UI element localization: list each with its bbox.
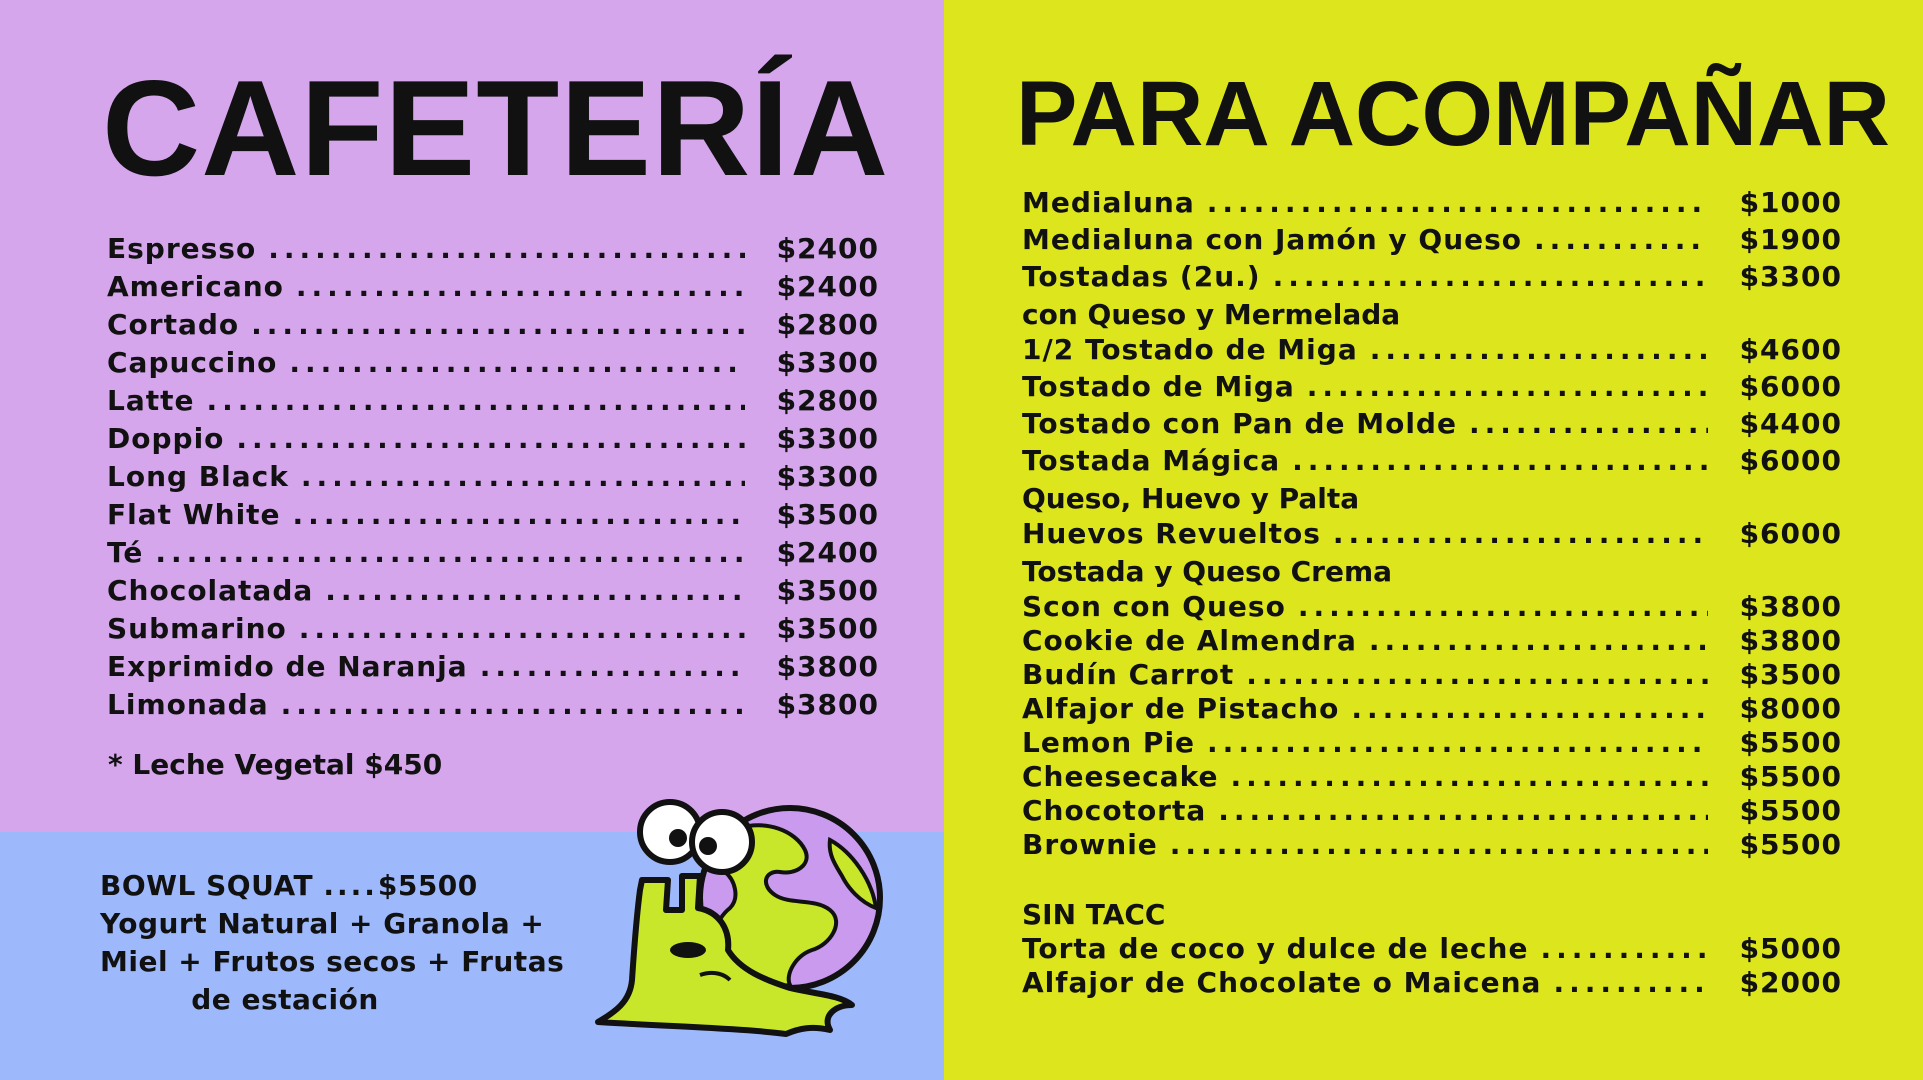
menu-item (107, 536, 879, 574)
menu-item (107, 612, 879, 650)
dot-leader (1230, 760, 1708, 793)
cafeteria-title: CAFETERÍA (102, 52, 890, 204)
dot-leader (1540, 932, 1708, 965)
bowl-squat-offer (100, 867, 565, 1019)
item-price: $3800 (1739, 590, 1842, 623)
item-name: Exprimido de Naranja (107, 650, 468, 683)
sin-tacc-menu-list (1022, 932, 1842, 1000)
item-price: $2800 (776, 384, 879, 417)
cafeteria-menu-list (107, 232, 879, 726)
acompanar-menu-list (1022, 186, 1842, 862)
bowl-title-line (100, 867, 478, 905)
item-price: $5500 (1739, 760, 1842, 793)
item-name: Latte (107, 384, 195, 417)
dot-leader (325, 574, 745, 607)
item-name: Americano (107, 270, 284, 303)
menu-item (107, 650, 879, 688)
dot-leader (1351, 692, 1708, 725)
bowl-name: BOWL SQUAT (100, 869, 314, 902)
menu-item (1022, 624, 1842, 658)
item-name: Lemon Pie (1022, 726, 1196, 759)
dot-leader (480, 650, 745, 683)
item-name: Torta de coco y dulce de leche (1022, 932, 1529, 965)
menu-item (107, 232, 879, 270)
menu-item (107, 422, 879, 460)
item-name: Alfajor de Pistacho (1022, 692, 1340, 725)
dot-leader (1298, 590, 1708, 623)
item-name: Cortado (107, 308, 240, 341)
item-price: $5000 (1739, 932, 1842, 965)
dot-leader (1333, 517, 1708, 550)
item-price: $3300 (1739, 260, 1842, 293)
dot-leader (1370, 333, 1708, 366)
menu-item (1022, 260, 1842, 297)
dot-leader (1534, 223, 1708, 256)
item-name: Tostada Mágica (1022, 444, 1281, 477)
menu-item (1022, 760, 1842, 794)
dot-leader (1307, 370, 1708, 403)
item-price: $2400 (776, 232, 879, 265)
snail-globe-illustration (590, 780, 900, 1050)
eyes-icon (640, 802, 752, 872)
item-name: Espresso (107, 232, 257, 265)
menu-item (107, 498, 879, 536)
item-price: $5500 (1739, 726, 1842, 759)
dot-leader (1369, 624, 1708, 657)
item-price: $4400 (1739, 407, 1842, 440)
item-name: Alfajor de Chocolate o Maicena (1022, 966, 1542, 999)
item-name: 1/2 Tostado de Miga (1022, 333, 1358, 366)
menu-item (107, 270, 879, 308)
item-name: Huevos Revueltos (1022, 517, 1321, 550)
dot-leader (1207, 186, 1708, 219)
item-name: Medialuna con Jamón y Queso (1022, 223, 1523, 256)
dot-leader (155, 536, 745, 569)
item-price: $8000 (1739, 692, 1842, 725)
bowl-description-line: de estación (191, 983, 379, 1016)
item-name: Long Black (107, 460, 289, 493)
dot-leader (207, 384, 746, 417)
dot-leader (299, 612, 745, 645)
menu-item (107, 384, 879, 422)
menu-item (1022, 333, 1842, 370)
menu-item (1022, 966, 1842, 1000)
menu-item (1022, 794, 1842, 828)
item-price: $3800 (776, 650, 879, 683)
bowl-description-line: Miel + Frutos secos + Frutas (100, 945, 565, 978)
item-description: con Queso y Mermelada (1022, 298, 1401, 331)
item-name: Budín Carrot (1022, 658, 1235, 691)
menu-item (1022, 692, 1842, 726)
menu-item (1022, 444, 1842, 481)
menu-item (1022, 407, 1842, 444)
item-name: Té (107, 536, 144, 569)
item-name: Brownie (1022, 828, 1158, 861)
menu-item (1022, 590, 1842, 624)
item-price: $3800 (776, 688, 879, 721)
menu-item (107, 688, 879, 726)
dot-leader (1207, 726, 1708, 759)
menu-item (107, 574, 879, 612)
dot-leader (1273, 260, 1708, 293)
menu-item (1022, 726, 1842, 760)
item-price: $3500 (776, 498, 879, 531)
item-name: Tostado de Miga (1022, 370, 1295, 403)
item-name: Chocotorta (1022, 794, 1207, 827)
item-name: Doppio (107, 422, 225, 455)
dot-leader (296, 270, 745, 303)
sin-tacc-heading: SIN TACC (1022, 898, 1166, 931)
item-price: $6000 (1739, 370, 1842, 403)
dot-leader (1553, 966, 1708, 999)
plant-milk-note: * Leche Vegetal $450 (108, 748, 443, 781)
item-name: Flat White (107, 498, 281, 531)
menu-item (1022, 186, 1842, 223)
item-price: $3500 (1739, 658, 1842, 691)
item-price: $5500 (1739, 794, 1842, 827)
acompanar-title: PARA ACOMPAÑAR (1016, 63, 1890, 165)
item-price: $3500 (776, 612, 879, 645)
item-price: $2800 (776, 308, 879, 341)
bowl-price: $5500 (377, 869, 478, 902)
item-name: Cheesecake (1022, 760, 1219, 793)
dot-leader (1469, 407, 1708, 440)
item-price: $2400 (776, 270, 879, 303)
dot-leader (289, 346, 745, 379)
dot-leader (268, 232, 745, 265)
item-price: $2400 (776, 536, 879, 569)
item-name: Scon con Queso (1022, 590, 1286, 623)
item-price: $3300 (776, 460, 879, 493)
item-description: Tostada y Queso Crema (1022, 555, 1393, 588)
item-price: $2000 (1739, 966, 1842, 999)
item-name: Chocolatada (107, 574, 314, 607)
menu-item (1022, 932, 1842, 966)
item-price: $3300 (776, 422, 879, 455)
dot-leader (1246, 658, 1708, 691)
item-price: $3500 (776, 574, 879, 607)
item-price: $6000 (1739, 517, 1842, 550)
menu-item (1022, 828, 1842, 862)
menu-item (1022, 517, 1842, 554)
dot-leader (1218, 794, 1708, 827)
dot-leader (1170, 828, 1708, 861)
menu-item (107, 346, 879, 384)
item-name: Capuccino (107, 346, 278, 379)
item-name: Tostado con Pan de Molde (1022, 407, 1457, 440)
item-name: Submarino (107, 612, 287, 645)
dot-leader (301, 460, 745, 493)
bowl-description-line: Yogurt Natural + Granola + (100, 907, 545, 940)
item-name: Medialuna (1022, 186, 1195, 219)
dot-leader (293, 498, 745, 531)
item-price: $3300 (776, 346, 879, 379)
menu-item (1022, 223, 1842, 260)
item-name: Cookie de Almendra (1022, 624, 1357, 657)
item-description: Queso, Huevo y Palta (1022, 482, 1360, 515)
bowl-dots: .... (323, 869, 378, 902)
item-price: $5500 (1739, 828, 1842, 861)
item-price: $6000 (1739, 444, 1842, 477)
dot-leader (251, 308, 745, 341)
item-price: $1900 (1739, 223, 1842, 256)
menu-item (1022, 658, 1842, 692)
menu-item (1022, 370, 1842, 407)
item-name: Limonada (107, 688, 269, 721)
item-price: $1000 (1739, 186, 1842, 219)
dot-leader (236, 422, 745, 455)
item-name: Tostadas (2u.) (1022, 260, 1261, 293)
item-price: $4600 (1739, 333, 1842, 366)
menu-item (107, 460, 879, 498)
dot-leader (1292, 444, 1708, 477)
dot-leader (281, 688, 745, 721)
item-price: $3800 (1739, 624, 1842, 657)
menu-item (107, 308, 879, 346)
